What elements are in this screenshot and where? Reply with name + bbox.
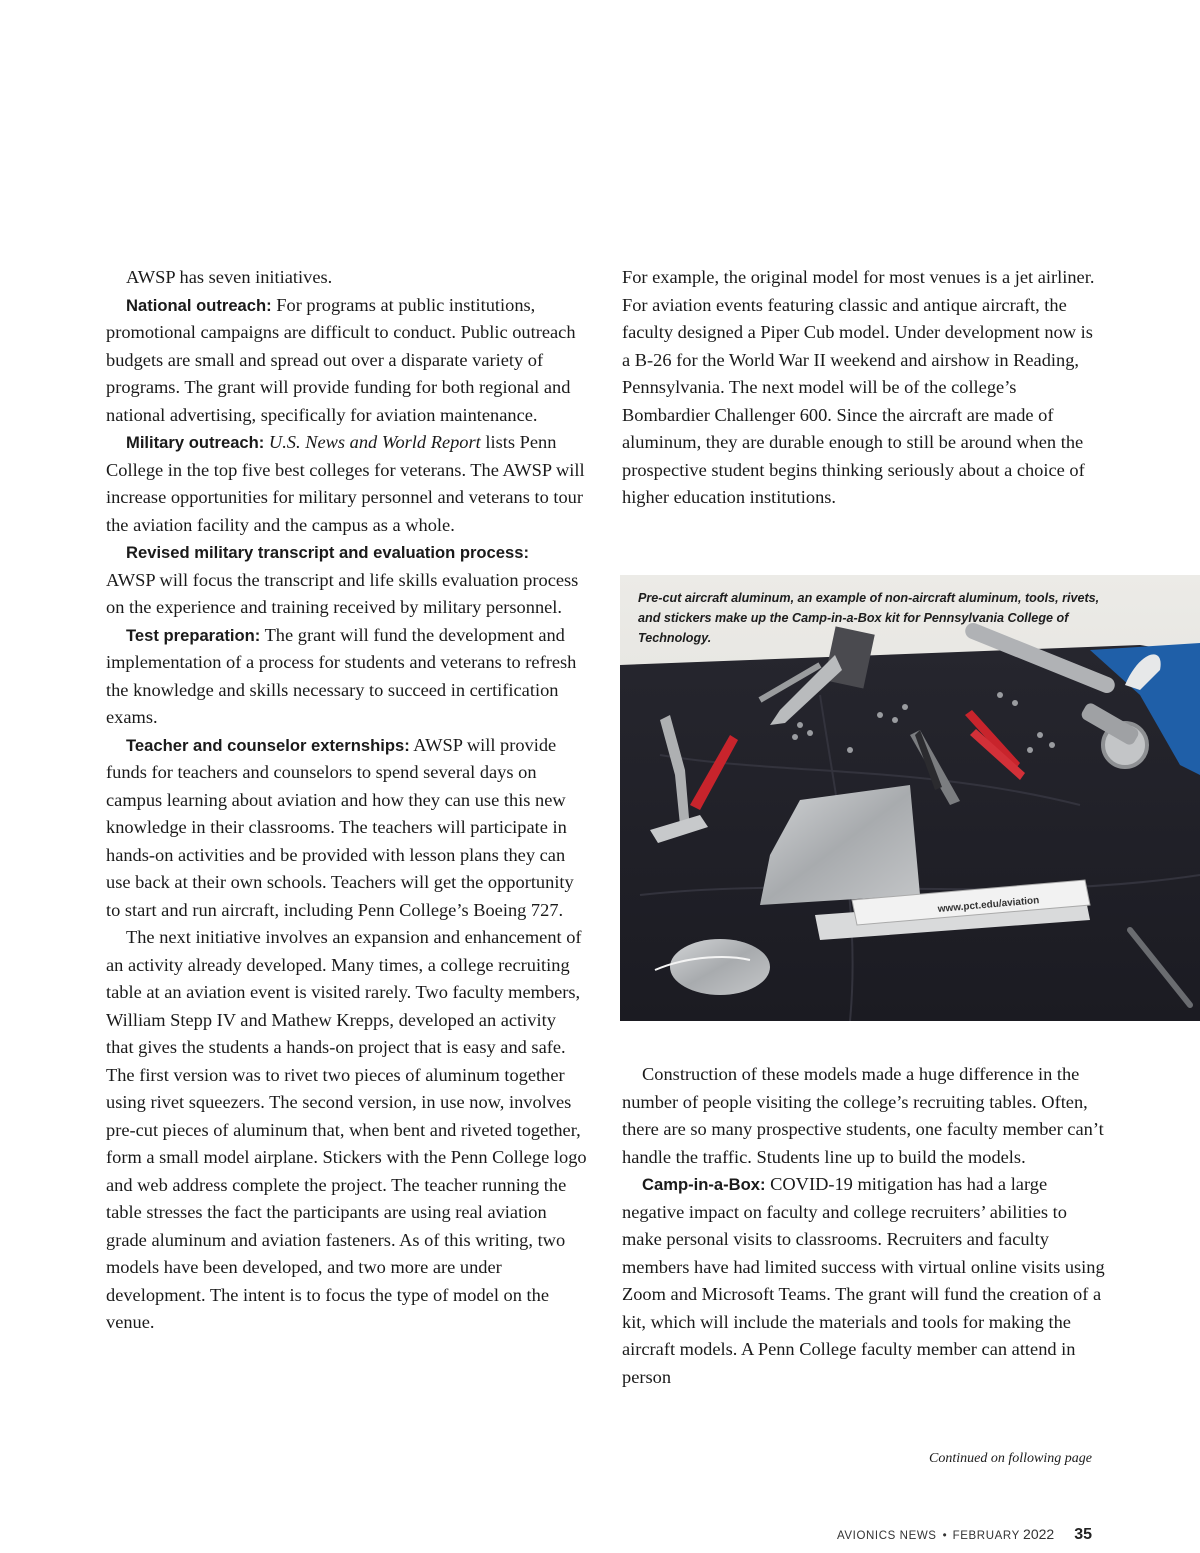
sticker-url: www.pct.edu/aviation	[937, 895, 1040, 915]
paragraph-national-outreach	[106, 292, 588, 430]
issue-month: FEBRUARY	[952, 1530, 1020, 1542]
right-column-bottom	[622, 1061, 1106, 1391]
kit-photo	[620, 575, 1200, 1021]
national-outreach-text: For programs at public institutions, promotional campaigns are difficult to conduct. Public outreach budgets are small and spread out over a disparate variety of programs. The grant will provide funding for both regional and national advertising, specifically for aviation maintenance.	[106, 294, 576, 425]
test-preparation-heading: Test preparation:	[126, 625, 261, 645]
page-footer	[820, 1526, 1092, 1544]
transcript-text: AWSP will focus the transcript and life skills evaluation process on the experience and training received by military personnel.	[106, 569, 579, 617]
issue-year: 2022	[1023, 1526, 1055, 1542]
left-column	[106, 264, 588, 1337]
paragraph-military-outreach	[106, 429, 588, 539]
publication-title: U.S. News and World Report	[268, 432, 481, 452]
paragraph-example: For example, the original model for most venues is a jet airliner. For aviation events featuring classic and antique aircraft, the faculty designed a Piper Cub model. Under development now is a B-26 for the World War II weekend and airshow in Reading, Pennsylvania. The next model will be of the college’s Bombardier Challenger 600. Since the aircraft are made of aluminum, they are durable enough to still be around when the prospective student begins thinking seriously about a choice of higher education institutions.	[622, 267, 1095, 507]
teacher-externships-heading: Teacher and counselor externships:	[126, 735, 410, 755]
teacher-externships-text: AWSP will provide funds for teachers and counselors to spend several days on campus learning about aviation and how they can use this new knowledge in their classrooms. The teachers will participate in hands-on activities and be provided with lesson plans they can use back at their own schools. Teachers will get the opportunity to start and run aircraft, including Penn College’s Boeing 727.	[106, 734, 574, 920]
page-number: 35	[1074, 1526, 1092, 1543]
test-preparation-text: The grant will fund the development and implementation of a process for students and veterans to refresh the knowledge and skills necessary to succeed in certification exams.	[106, 624, 577, 727]
model-airplane-parts	[670, 939, 770, 995]
photo-caption: Pre-cut aircraft aluminum, an example of non-aircraft aluminum, tools, rivets, and stickers make up the Camp-in-a-Box kit for Pennsylvania College of Technology.	[638, 591, 1100, 645]
military-outreach-text: lists Penn College in the top five best colleges for veterans. The AWSP will increase opportunities for military personnel and veterans to tour the aviation facility and the campus as a whole.	[106, 432, 585, 535]
paragraph-camp-in-a-box	[622, 1171, 1106, 1391]
paragraph-construction: Construction of these models made a huge difference in the number of people visiting the college’s recruiting tables. Often, there are so many prospective students, one faculty member can’t handle the traffic. Students line up to build the models.	[622, 1064, 1104, 1167]
camp-in-a-box-text: COVID-19 mitigation has had a large negative impact on faculty and college recruiters’ abilities to make personal visits to classrooms. Recruiters and faculty members have had limited success with virtual online visits using Zoom and Microsoft Teams. The grant will fund the creation of a kit, which will include the materials and tools for making the aircraft models. A Penn College faculty member can attend in person	[622, 1174, 1105, 1387]
footer-bullet: •	[942, 1530, 947, 1542]
publication-name: AVIONICS NEWS	[836, 1530, 937, 1542]
national-outreach-heading: National outreach:	[126, 295, 272, 315]
paragraph-next-initiative: The next initiative involves an expansion and enhancement of an activity already developed. Many times, a college recruiting table at an aviation event is visited rarely. Two faculty members, William Stepp IV and Mathew Krepps, developed an activity that gives the students a hands-on project that is easy and safe. The first version was to rivet two pieces of aluminum together using rivet squeezers. The second version, in use now, involves pre-cut pieces of aluminum that, when bent and riveted together, form a small model airplane. Stickers with the Penn College logo and web address complete the project. The teacher running the table stresses the fact the participants are using real aviation grade aluminum and aviation fasteners. As of this writing, two models have been developed, and two more are under development. The intent is to focus the type of model on the venue.	[106, 927, 587, 1332]
military-outreach-heading: Military outreach:	[126, 433, 265, 452]
paragraph-transcript	[106, 539, 588, 622]
transcript-heading: Revised military transcript and evaluation process:	[126, 543, 529, 562]
camp-in-a-box-heading: Camp-in-a-Box:	[642, 1175, 766, 1194]
paragraph-test-preparation	[106, 622, 588, 732]
right-column-top	[622, 264, 1102, 512]
paragraph-teacher-externships	[106, 732, 588, 925]
paragraph-intro: AWSP has seven initiatives.	[126, 267, 333, 287]
continued-note: Continued on following page	[929, 1451, 1092, 1466]
